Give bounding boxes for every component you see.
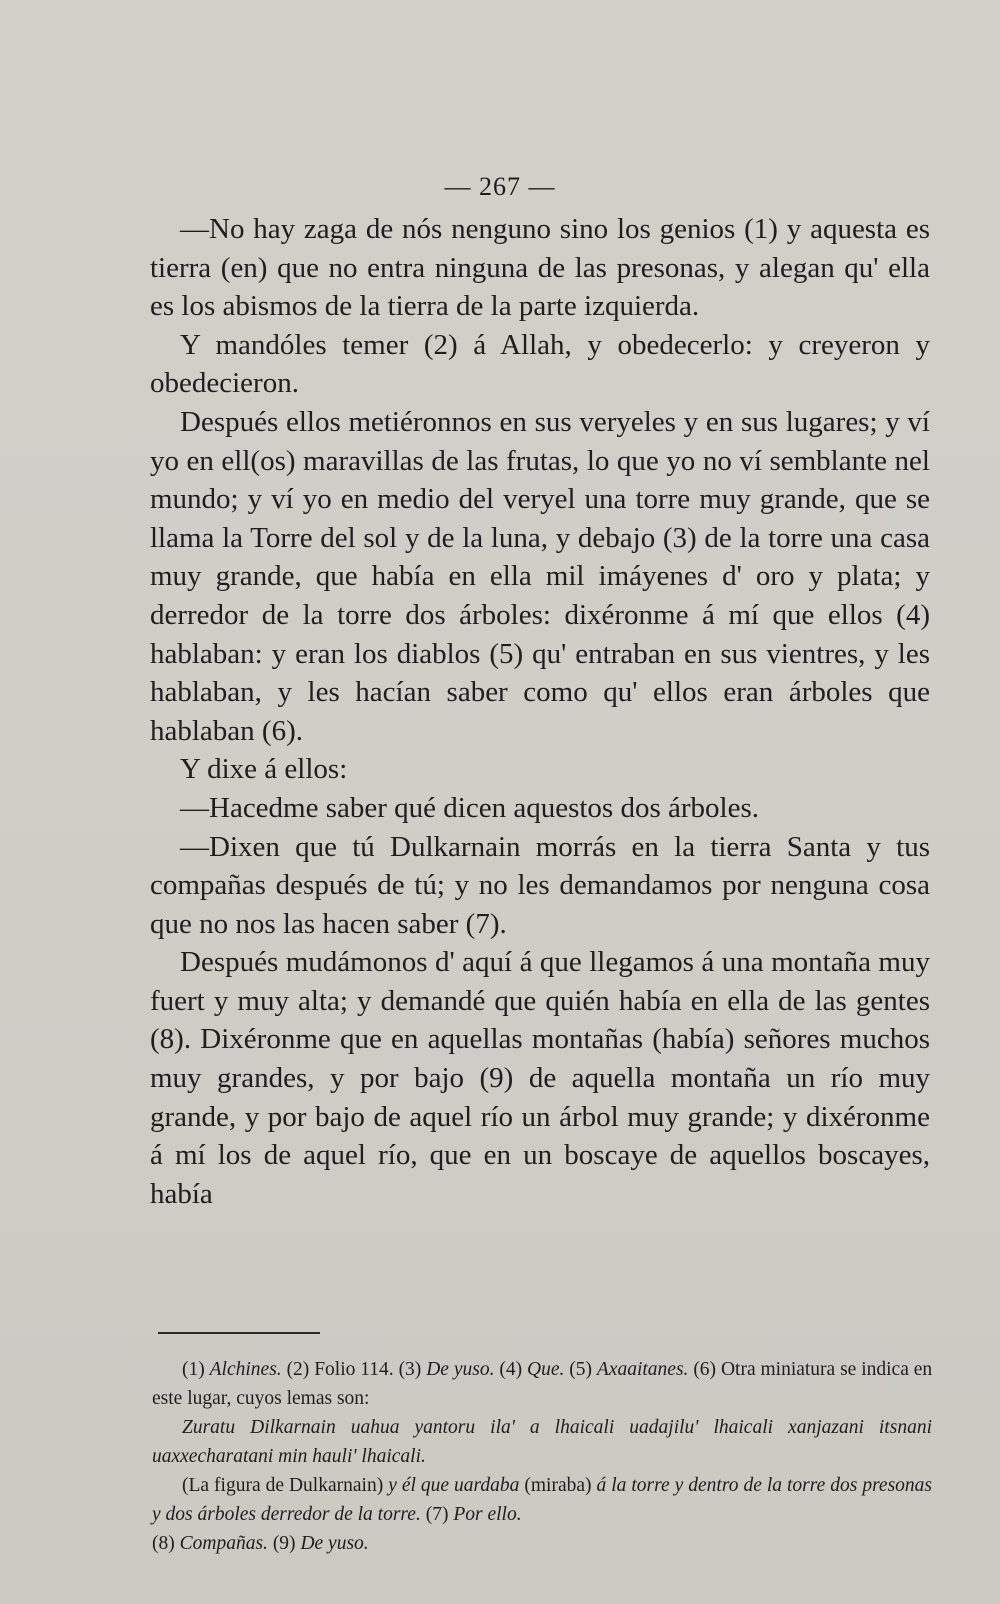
paragraph: Después mudámonos d' aquí á que llegamos á una montaña muy fuert y muy alta; y demandé que quién había en ella de las gentes (8). Dixéronme que en aquellas montañas (había) señores muchos muy grandes, y por bajo (9) de aquella montaña un río muy grande, y por bajo de aquel río un árbol muy grande; y dixéronme á mí los de aquel río, que en un boscaye de aquellos boscayes, había	[150, 946, 930, 1210]
paragraph: —Dixen que tú Dulkarnain morrás en la tierra Santa y tus compañas después de tú; y no les demandamos por nenguna cosa que no nos las hacen saber (7).	[150, 830, 930, 940]
footnote-text: á la torre y dentro de la torre dos presonas y dos árboles derredor de la torre.	[152, 1475, 933, 1525]
paragraph: Y dixe á ellos:	[180, 753, 348, 786]
footnote-number: (9)	[272, 1533, 296, 1554]
footnote-text: (La figura de Dulkarnain)	[182, 1475, 384, 1496]
footnote-text: (miraba)	[524, 1475, 592, 1496]
paragraph: —Hacedme saber qué dicen aquestos dos árboles.	[180, 791, 759, 824]
footnote-gloss	[152, 1471, 932, 1529]
footnote-number: (6)	[693, 1359, 717, 1380]
footnote-number: (7)	[425, 1504, 449, 1525]
footnote-number: (2)	[286, 1359, 310, 1380]
footnote-text: De yuso.	[426, 1359, 495, 1380]
footnote-line	[152, 1529, 932, 1558]
page-number: — 267 —	[444, 172, 556, 201]
footnotes	[152, 1355, 932, 1558]
paragraph: Después ellos metiéronnos en sus veryeles y en sus lugares; y ví yo en ell(os) maravillas de las frutas, lo que yo no ví semblante nel mundo; y ví yo en medio del veryel una torre muy grande, que se llama la Torre del sol y de la luna, y debajo (3) de la torre una casa muy grande, que había en ella mil imáyenes d' oro y plata; y derredor de la torre dos árboles: dixéronme á mí que ellos (4) hablaban: y eran los diablos (5) qu' entraban en sus vientres, y les hablaban, y les hacían saber como qu' ellos eran árboles que hablaban (6).	[150, 405, 930, 747]
footnote-text: Alchines.	[209, 1359, 282, 1380]
footnote-text: Compañas.	[179, 1533, 268, 1554]
footnote-number: (4)	[499, 1359, 523, 1380]
footnote-text: y él que uardaba	[388, 1475, 520, 1496]
footnote-number: (1)	[182, 1359, 205, 1380]
footnote-text: De yuso.	[300, 1533, 369, 1554]
body-text	[150, 210, 930, 1213]
footnote-text: Axaaitanes.	[596, 1359, 689, 1380]
paragraph: —No hay zaga de nós nenguno sino los genios (1) y aquesta es tierra (en) que no entra ninguna de las presonas, y alegan qu' ella es los abismos de la tierra de la parte izquierda.	[150, 213, 930, 323]
footnote-text: Que.	[526, 1359, 565, 1380]
footnote-text: Otra miniatura se indica en este lugar, cuyos lemas son:	[152, 1359, 933, 1409]
paragraph: Y mandóles temer (2) á Allah, y obedecerlo: y creyeron y obedecieron.	[150, 328, 930, 400]
footnote-number: (5)	[569, 1359, 592, 1380]
footnote-number: (3)	[398, 1359, 422, 1380]
footnote-number: (8)	[152, 1533, 175, 1554]
footnote-text: Folio 114.	[314, 1359, 394, 1380]
footnote-text: Zuratu Dilkarnain uahua yantoru ila' a lhaicali uadajilu' lhaicali xanjazani itsnani uaxxecharatani min hauli' lhaicali.	[152, 1417, 932, 1467]
footnote-line	[152, 1355, 932, 1413]
footnote-rule	[158, 1332, 320, 1334]
footnote-lemma	[152, 1413, 932, 1471]
footnote-text: Por ello.	[453, 1504, 522, 1525]
